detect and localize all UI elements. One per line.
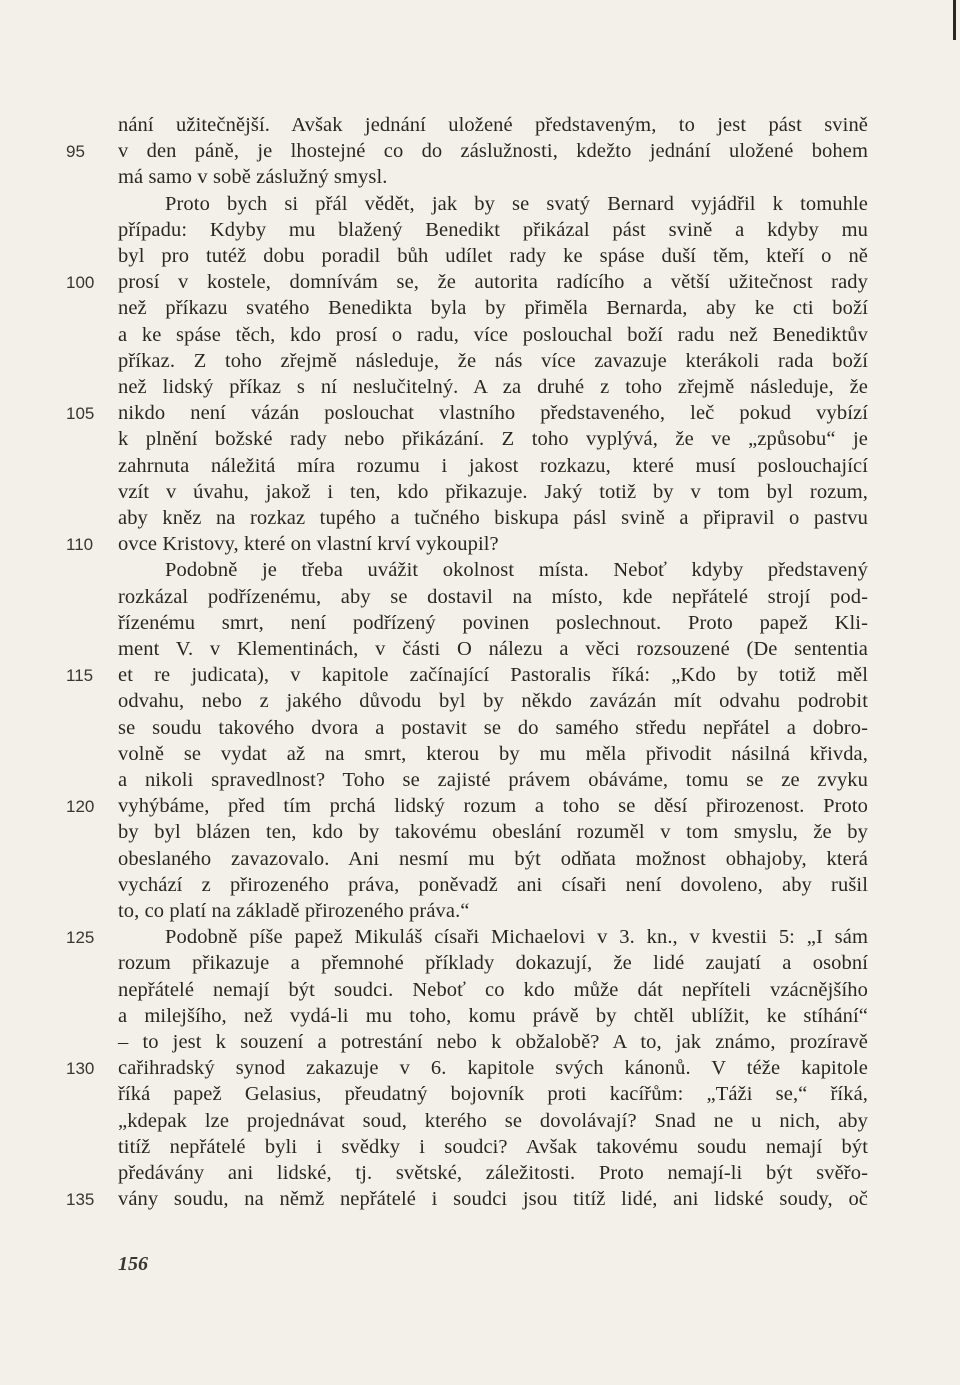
text-line: „kdepak lze projednávat soud, kterého se dovolávají? Snad ne u nich, aby <box>118 1109 868 1132</box>
text-line: Proto bych si přál vědět, jak by se svatý Bernard vyjádřil k tomuhle <box>165 192 868 215</box>
text-line: se soudu takového dvora a postavit se do samého středu nepřátel a dobro- <box>118 716 868 739</box>
line-number: 135 <box>66 1190 95 1210</box>
text-line: cařihradský synod zakazuje v 6. kapitole svých kánonů. V téže kapitole <box>118 1057 868 1080</box>
text-line: volně se vydat až na smrt, kterou by mu měla přivodit násilná křivda, <box>118 742 868 765</box>
text-line: zahrnuta náležitá míra rozumu i jakost rozkazu, které musí poslouchající <box>118 454 868 477</box>
text-line: to, co platí na základě přirozeného práva.“ <box>118 900 470 922</box>
text-line: říká papež Gelasius, přeudatný bojovník proti kacířům: „Táži se,“ říká, <box>118 1083 868 1106</box>
line-number: 115 <box>66 666 94 686</box>
line-number: 120 <box>66 797 95 817</box>
text-line: vány soudu, na němž nepřátelé i soudci jsou titíž lidé, ani lidské soudy, oč <box>118 1188 868 1211</box>
text-line: případu: Kdyby mu blažený Benedikt přikázal pást svině a kdyby mu <box>118 218 868 241</box>
text-line: vyhýbáme, před tím prchá lidský rozum a toho se děsí přirozenost. Proto <box>118 795 868 818</box>
text-line: et re judicata), v kapitole začínající Pastoralis říká: „Kdo by totiž měl <box>118 664 868 687</box>
text-line: v den páně, je lhostejné co do záslužnosti, kdežto jednání uložené bohem <box>118 140 868 163</box>
text-line: vychází z přirozeného práva, poněvadž ani císaři není dovoleno, aby rušil <box>118 873 868 896</box>
text-line: vzít v úvahu, jakož i ten, kdo přikazuje. Jaký totiž by v tom byl rozum, <box>118 480 868 503</box>
text-line: aby kněz na rozkaz tupého a tučného biskupa pásl svině a připravil o pastvu <box>118 507 868 529</box>
text-line: odvahu, nebo z jakého důvodu byl by někdo zavázán mít odvahu podrobit <box>118 690 868 713</box>
page-number: 156 <box>118 1253 148 1275</box>
line-number: 100 <box>66 273 95 293</box>
text-line: k plnění božské rady nebo přikázání. Z toho vyplývá, že ve „způsobu“ je <box>118 428 868 451</box>
line-number: 130 <box>66 1059 95 1079</box>
text-line: titíž nepřátelé byli i svědky i soudci? Avšak takovému soudu nemají být <box>118 1135 868 1158</box>
line-number: 110 <box>66 535 94 555</box>
text-line: nepřátelé nemají být soudci. Neboť co kdo může dát nepříteli vzácnějšího <box>118 978 868 1001</box>
text-line: rozum přikazuje a přemnohé příklady dokazují, že lidé zaujatí a osobní <box>118 952 868 975</box>
text-line: ment V. v Klementinách, v části O nálezu a věci rozsouzené (De sententia <box>118 638 868 660</box>
text-line: má samo v sobě záslužný smysl. <box>118 166 388 189</box>
line-number: 95 <box>66 142 85 162</box>
text-line: prosí v kostele, domnívám se, že autorita radícího a větší užitečnost rady <box>118 271 868 294</box>
text-line: příkaz. Z toho zřejmě následuje, že nás více zavazuje kterákoli rada boží <box>118 349 868 372</box>
text-line: než příkazu svatého Benedikta byla by přiměla Bernarda, aby ke cti boží <box>118 297 868 320</box>
page-edge-shadow <box>953 0 956 1385</box>
text-line: rozkázal podřízenému, aby se dostavil na místo, kde nepřátelé strojí pod- <box>118 585 868 608</box>
text-line: – to jest k souzení a potrestání nebo k obžalobě? A to, jak známo, prozíravě <box>118 1031 868 1053</box>
text-line: obeslaného zavazovalo. Ani nesmí mu být odňata možnost obhajoby, která <box>118 847 868 870</box>
text-line: nání užitečnější. Avšak jednání uložené představeným, to jest pást svině <box>118 114 868 136</box>
text-line: než lidský příkaz s ní neslučitelný. A za druhé z toho zřejmě následuje, že <box>118 376 868 398</box>
text-line: byl pro tutéž dobu poradil bůh udílet rady ke spáse duší těm, kteří o ně <box>118 245 868 267</box>
line-number: 125 <box>66 928 95 948</box>
text-line: by byl blázen ten, kdo by takovému obeslání rozuměl v tom smyslu, že by <box>118 821 868 844</box>
text-line: nikdo není vázán poslouchat vlastního představeného, leč pokud vybízí <box>118 402 868 425</box>
text-line: předávány ani lidské, tj. světské, záležitosti. Proto nemají-li být svěřo- <box>118 1162 868 1184</box>
text-line: Podobně píše papež Mikuláš císaři Michaelovi v 3. kn., v kvestii 5: „I sám <box>165 926 868 949</box>
text-line: a milejšího, než vydá-li mu toho, komu právě by chtěl ublížit, ke stíhání“ <box>118 1004 868 1027</box>
text-line: Podobně je třeba uvážit okolnost místa. Neboť kdyby představený <box>165 559 868 582</box>
text-line: a ke spáse těch, kdo prosí o radu, více poslouchal boží radu než Benediktův <box>118 323 868 346</box>
text-line: ovce Kristovy, které on vlastní krví vykoupil? <box>118 533 499 556</box>
line-number: 105 <box>66 404 95 424</box>
text-line: a nikoli spravedlnost? Toho se zajisté právem obáváme, tomu se ze zvyku <box>118 769 868 791</box>
text-line: řízenému smrt, není podřízený povinen poslechnout. Proto papež Kli- <box>118 611 868 634</box>
